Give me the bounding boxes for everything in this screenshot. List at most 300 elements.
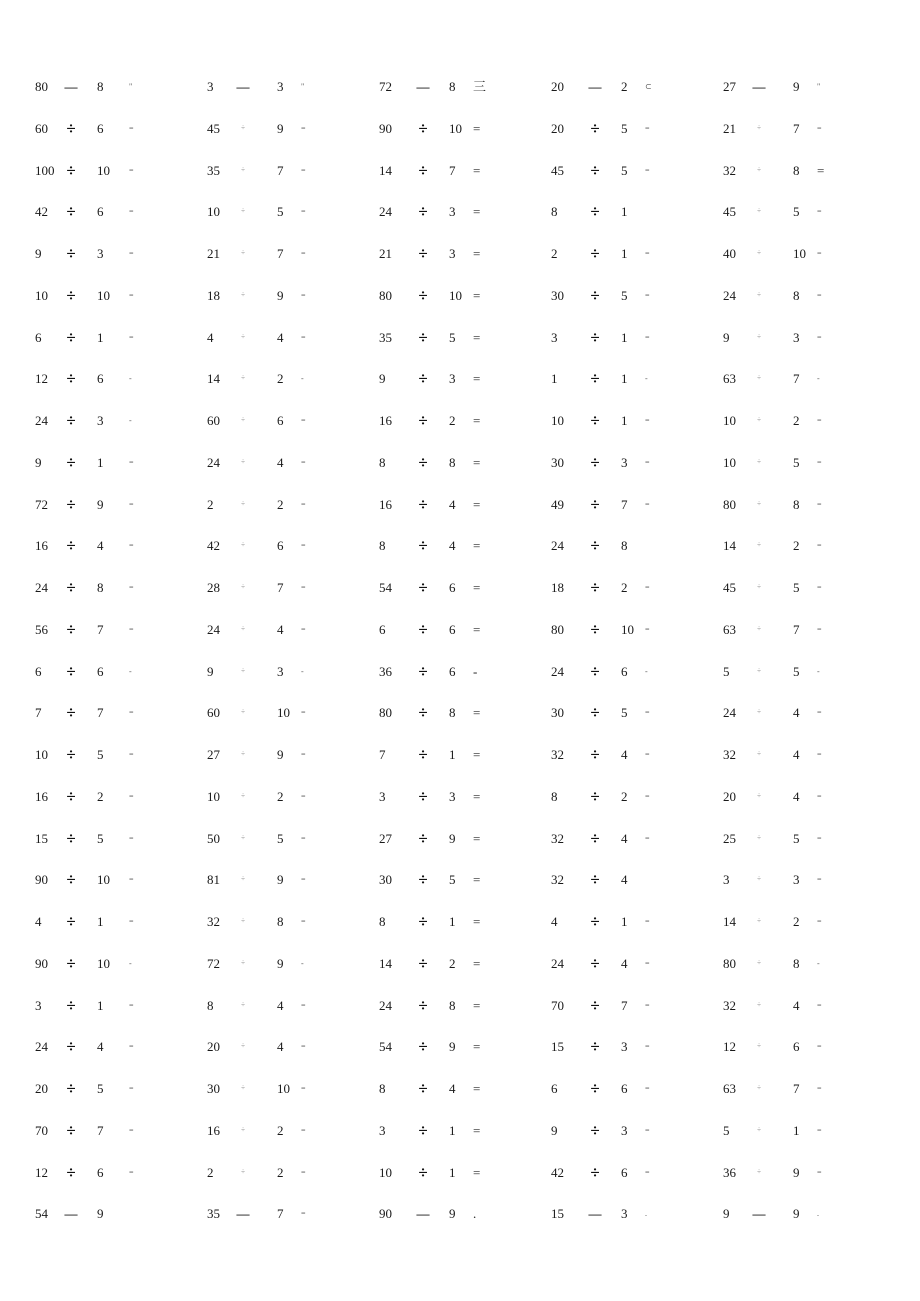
operator-symbol: ÷ [241,332,245,341]
operator-symbol: ÷ [66,786,76,806]
dividend: 90 [379,120,392,136]
dividend: 20 [723,788,736,804]
operator-symbol: ÷ [418,828,428,848]
divisor: 8 [793,496,800,512]
operator-symbol: ÷ [418,995,428,1015]
equals-sign: = [645,290,650,300]
dividend: 6 [551,1081,558,1096]
dividend: 90 [35,955,48,971]
dividend: 30 [379,872,392,888]
equals-sign: = [129,875,134,885]
divisor: 4 [793,788,800,804]
operator-symbol: ÷ [418,536,428,556]
divisor: 4 [277,454,284,470]
divisor: 2 [793,914,800,929]
operator-symbol: ÷ [241,1000,245,1009]
divisor: 8 [793,955,800,971]
divisor: 6 [621,1164,628,1180]
operator-symbol: ÷ [418,1037,428,1057]
divisor: 7 [793,120,800,136]
divisor: 3 [793,329,800,345]
operator-symbol: ÷ [418,118,428,138]
operator-symbol: ÷ [66,995,76,1015]
dividend: 54 [379,580,392,595]
operator-symbol: ÷ [757,374,761,383]
dividend: 45 [551,162,564,178]
equals-sign: = [817,499,822,509]
dividend: 30 [207,1081,220,1096]
operator-symbol: ÷ [418,703,428,723]
divisor: 4 [793,997,800,1013]
divisor: 5 [793,454,800,470]
dividend: 1 [551,371,558,387]
operator-symbol: ÷ [590,1079,600,1098]
dividend: 14 [379,955,392,971]
operator-symbol: ÷ [590,1162,600,1182]
dividend: 8 [379,538,386,554]
operator-symbol: ÷ [241,583,245,591]
equals-sign: = [473,997,481,1013]
equals-sign: " [301,82,305,91]
equals-sign: = [129,249,134,258]
equals-sign: = [473,538,481,554]
dividend: 6 [379,621,386,637]
dividend: 25 [723,830,736,846]
dividend: 12 [35,371,48,387]
equals-sign: = [817,583,822,592]
operator-symbol: ÷ [590,953,600,973]
dividend: 4 [35,914,42,929]
divisor: 6 [277,538,284,554]
dividend: 63 [723,1081,736,1096]
operator-symbol: ÷ [66,828,76,848]
divisor: 3 [449,371,456,387]
dividend: 2 [551,246,558,261]
operator-symbol: ÷ [590,912,600,931]
operator-symbol: ÷ [757,833,761,842]
operator-symbol: ÷ [757,666,761,675]
divisor: 7 [621,997,628,1013]
problem-row [0,776,920,818]
equals-sign: - [129,374,132,384]
operator-symbol: ÷ [757,958,761,967]
dividend: 24 [723,287,736,303]
divisor: 2 [793,413,800,428]
divisor: 1 [793,1122,800,1138]
operator-symbol: ÷ [418,327,428,347]
operator-symbol: ÷ [241,958,245,967]
dividend: 80 [551,621,564,637]
equals-sign: = [645,917,650,926]
problem-row [0,484,920,526]
divisor: 3 [97,413,104,428]
divisor: 4 [449,538,456,554]
equals-sign: = [817,791,822,801]
problem-row [0,567,920,609]
dividend: 14 [723,538,736,554]
equals-sign: = [473,747,481,762]
equals-sign: = [473,914,481,929]
dividend: 30 [551,287,564,303]
equals-sign: = [817,750,822,759]
dividend: 24 [551,955,564,971]
divisor: 1 [621,329,628,345]
operator-symbol: ÷ [757,290,761,299]
dividend: 27 [207,747,220,762]
equals-sign: = [301,290,306,300]
divisor: 4 [793,747,800,762]
equals-sign: = [473,371,481,387]
divisor: 9 [277,872,284,888]
operator-symbol: ÷ [241,1042,245,1051]
operator-symbol: ÷ [241,917,245,925]
equals-sign: = [473,162,481,178]
dividend: 80 [379,287,392,303]
divisor: 7 [449,162,456,178]
divisor: 8 [793,287,800,303]
dividend: 20 [551,79,564,94]
operator-symbol: ÷ [757,583,761,591]
dividend: 45 [723,580,736,595]
divisor: 3 [277,79,284,94]
operator-symbol: ÷ [590,494,600,514]
dividend: 4 [207,329,214,345]
problem-row [0,108,920,150]
equals-sign: = [301,1042,306,1052]
equals-sign: = [301,165,306,175]
dividend: 10 [379,1164,392,1180]
dividend: 3 [379,788,386,804]
dividend: 8 [379,1081,386,1096]
operator-symbol: ÷ [757,791,761,800]
equals-sign: = [129,791,134,801]
equals-sign: = [645,1000,650,1010]
dividend: 20 [207,1039,220,1055]
equals-sign: - [301,958,304,968]
dividend: 32 [723,747,736,762]
dividend: 24 [207,621,220,637]
divisor: 9 [277,955,284,971]
divisor: 6 [449,621,456,637]
equals-sign: - [473,663,478,679]
dividend: 8 [379,914,386,929]
dividend: 60 [207,705,220,721]
equals-sign: = [473,1081,481,1096]
operator-symbol: ÷ [241,833,245,842]
equals-sign: = [645,624,650,634]
equals-sign: - [817,666,820,676]
operator-symbol: — [588,1206,602,1222]
dividend: 30 [551,454,564,470]
dividend: 72 [207,955,220,971]
dividend: 5 [723,1122,730,1138]
operator-symbol: ÷ [590,619,600,639]
divisor: 5 [97,747,104,762]
dividend: 35 [379,329,392,345]
operator-symbol: ÷ [590,786,600,806]
divisor: 1 [449,1164,456,1180]
operator-symbol: ÷ [590,202,600,222]
operator-symbol: ÷ [66,202,76,222]
dividend: 100 [35,162,55,178]
problem-row [0,358,920,400]
operator-symbol: ÷ [757,541,761,550]
operator-symbol: ÷ [590,661,600,681]
operator-symbol: ÷ [757,249,761,257]
operator-symbol: ÷ [757,1125,761,1134]
dividend: 24 [723,705,736,721]
dividend: 32 [207,914,220,929]
equals-sign: = [817,875,822,885]
divisor: 6 [277,413,284,428]
operator-symbol: ÷ [66,118,76,138]
dividend: 14 [379,162,392,178]
dividend: 36 [379,663,392,679]
operator-symbol: ÷ [241,416,245,424]
equals-sign: ⊂ [645,82,652,91]
dividend: 80 [723,955,736,971]
equals-sign: = [817,457,822,467]
divisor: 2 [277,371,284,387]
divisor: 2 [621,79,628,94]
dividend: 36 [723,1164,736,1180]
equals-sign: = [473,705,481,721]
dividend: 3 [207,79,214,94]
dividend: 5 [723,663,730,679]
operator-symbol: ÷ [66,870,76,890]
divisor: 5 [621,705,628,721]
divisor: 7 [97,705,104,721]
dividend: 18 [551,580,564,595]
dividend: 28 [207,580,220,595]
dividend: 3 [379,1122,386,1138]
divisor: 6 [97,204,104,220]
divisor: 2 [277,1122,284,1138]
operator-symbol: ÷ [241,290,245,299]
operator-symbol: ÷ [66,536,76,556]
equals-sign: = [129,332,134,342]
equals-sign: " [817,82,821,91]
operator-symbol: ÷ [241,374,245,383]
equals-sign: = [129,123,134,133]
equals-sign: = [129,917,134,926]
divisor: 2 [277,788,284,804]
operator-symbol: ÷ [66,703,76,723]
equals-sign: = [817,624,822,634]
dividend: 24 [551,538,564,554]
divisor: 4 [621,830,628,846]
divisor: 10 [277,1081,290,1096]
operator-symbol: ÷ [66,327,76,347]
operator-symbol: ÷ [590,536,600,556]
problem-row [0,275,920,317]
divisor: 8 [449,705,456,721]
dividend: 32 [551,747,564,762]
dividend: 8 [379,454,386,470]
operator-symbol: ÷ [241,165,245,174]
operator-symbol: ÷ [757,624,761,633]
operator-symbol: — [588,79,602,94]
divisor: 6 [621,1081,628,1096]
divisor: 10 [97,162,110,178]
dividend: 32 [551,872,564,888]
dividend: 16 [35,538,48,554]
dividend: 9 [35,454,42,470]
divisor: 4 [621,955,628,971]
equals-sign: = [301,624,306,634]
operator-symbol: ÷ [418,369,428,389]
equals-sign: = [129,1042,134,1052]
equals-sign: = [301,1167,306,1177]
divisor: 6 [97,663,104,679]
divisor: 2 [793,538,800,554]
divisor: 3 [621,1122,628,1138]
divisor: 4 [449,1081,456,1096]
operator-symbol: ÷ [590,369,600,389]
equals-sign: = [817,207,822,217]
divisor: 3 [449,788,456,804]
dividend: 80 [35,79,48,94]
equals-sign: = [301,416,306,425]
equals-sign: - [301,374,304,384]
operator-symbol: ÷ [241,123,245,132]
divisor: 1 [621,204,628,220]
divisor: 4 [97,538,104,554]
divisor: 9 [449,1039,456,1055]
dividend: 42 [207,538,220,554]
divisor: 3 [621,1039,628,1055]
operator-symbol: ÷ [241,499,245,508]
equals-sign: = [301,583,306,592]
operator-symbol: ÷ [241,666,245,675]
equals-sign: = [817,1167,822,1177]
divisor: 1 [97,914,104,929]
divisor: 9 [793,1206,800,1222]
dividend: 54 [35,1206,48,1222]
dividend: 27 [723,79,736,94]
divisor: 7 [277,1206,284,1222]
dividend: 45 [723,204,736,220]
operator-symbol: ÷ [66,953,76,973]
equals-sign: . [817,1209,819,1219]
operator-symbol: ÷ [66,745,76,764]
problem-row [0,901,920,943]
divisor: 1 [621,246,628,261]
dividend: 24 [207,454,220,470]
dividend: 63 [723,371,736,387]
dividend: 63 [723,621,736,637]
equals-sign: = [129,207,134,217]
divisor: 8 [621,538,628,554]
dividend: 9 [551,1122,558,1138]
dividend: 9 [723,1206,730,1222]
equals-sign: . [645,1209,647,1219]
equals-sign: - [129,958,132,968]
operator-symbol: ÷ [590,327,600,347]
equals-sign: = [817,541,822,551]
dividend: 60 [35,120,48,136]
equals-sign: = [129,833,134,843]
equals-sign: = [645,499,650,509]
equals-sign: = [645,750,650,759]
divisor: 7 [793,621,800,637]
equals-sign: = [817,1000,822,1010]
equals-sign: = [129,750,134,759]
equals-sign: = [473,329,481,345]
divisor: 7 [621,496,628,512]
problem-row [0,1110,920,1152]
equals-sign: = [473,246,481,261]
divisor: 7 [97,1122,104,1138]
divisor: 5 [793,580,800,595]
dividend: 16 [379,413,392,428]
divisor: 6 [793,1039,800,1055]
operator-symbol: ÷ [241,541,245,550]
divisor: 9 [97,1206,104,1222]
operator-symbol: ÷ [66,285,76,305]
operator-symbol: ÷ [418,160,428,180]
divisor: 3 [277,663,284,679]
divisor: 7 [793,371,800,387]
divisor: 7 [277,580,284,595]
operator-symbol: ÷ [66,1162,76,1182]
operator-symbol: ÷ [66,1079,76,1098]
equals-sign: = [129,583,134,592]
dividend: 30 [551,705,564,721]
equals-sign: = [129,1084,134,1093]
divisor: 1 [97,454,104,470]
dividend: 80 [723,496,736,512]
divisor: 3 [793,872,800,888]
dividend: 80 [379,705,392,721]
dividend: 18 [207,287,220,303]
divisor: 1 [449,747,456,762]
dividend: 72 [379,79,392,94]
divisor: 4 [621,872,628,888]
dividend: 21 [723,120,736,136]
divisor: 6 [97,120,104,136]
dividend: 10 [723,454,736,470]
equals-sign: = [129,457,134,467]
operator-symbol: ÷ [241,708,245,717]
divisor: 9 [793,79,800,94]
equals-sign: = [645,583,650,592]
equals-sign: = [301,457,306,467]
problem-row [0,442,920,484]
equals-sign: = [473,788,481,804]
equals-sign: = [301,1209,306,1219]
equals-sign: = [129,1125,134,1135]
dividend: 10 [35,287,48,303]
problem-row [0,734,920,776]
equals-sign: = [301,1000,306,1010]
operator-symbol: ÷ [757,165,761,174]
divisor: 4 [793,705,800,721]
problem-row [0,1152,920,1194]
operator-symbol: ÷ [590,828,600,848]
equals-sign: = [645,1125,650,1135]
equals-sign: = [129,624,134,634]
divisor: 8 [449,454,456,470]
operator-symbol: ÷ [757,207,761,216]
operator-symbol: ÷ [757,332,761,341]
problem-row [0,191,920,233]
divisor: 5 [277,204,284,220]
divisor: 5 [793,204,800,220]
equals-sign: 三 [473,79,487,94]
operator-symbol: ÷ [418,202,428,222]
operator-symbol: ÷ [66,619,76,639]
